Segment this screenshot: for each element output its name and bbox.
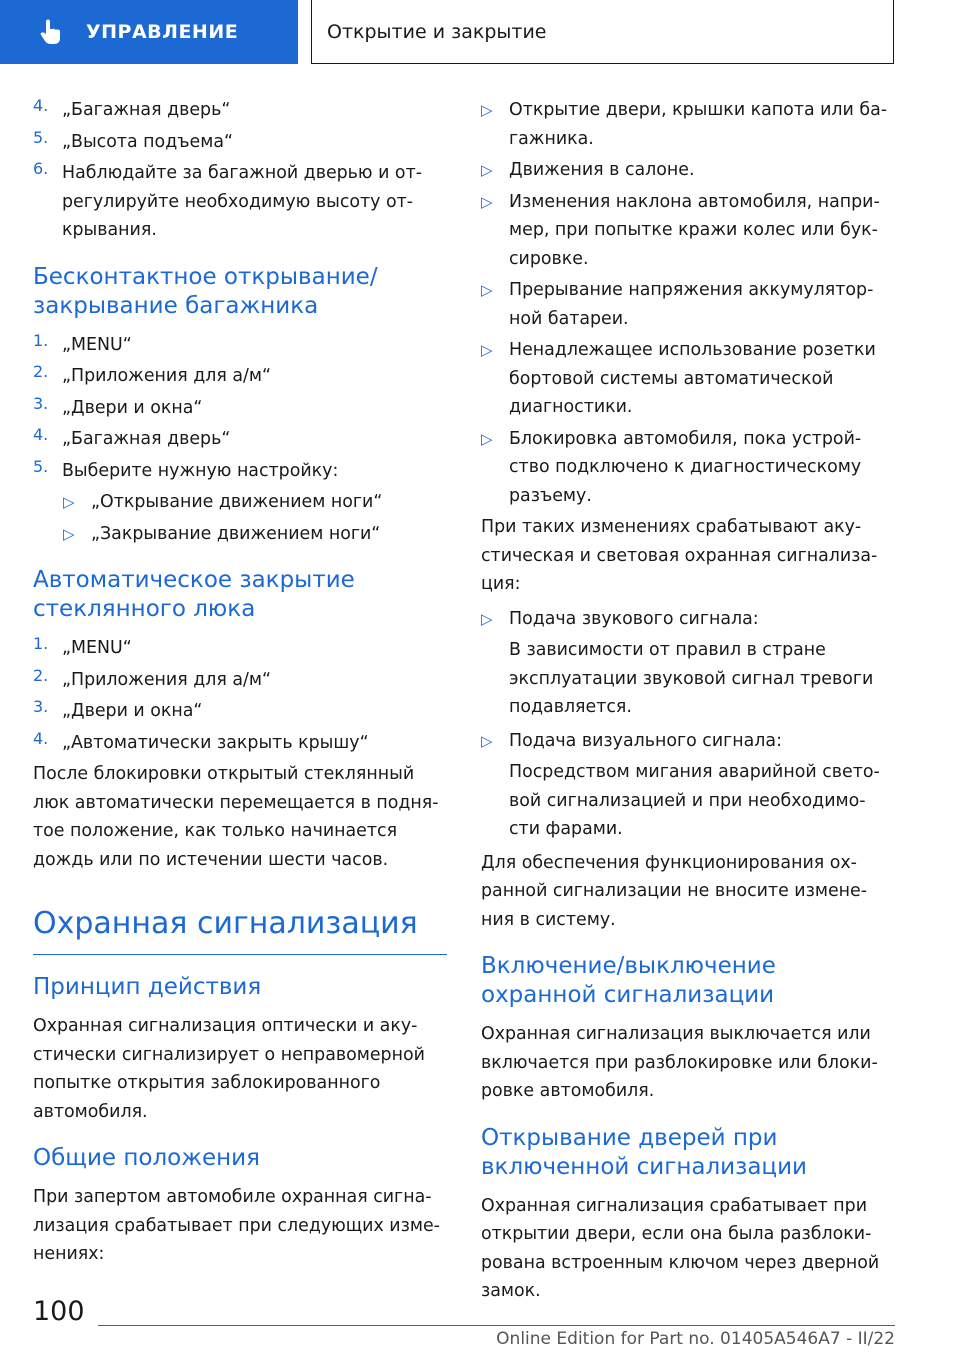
- heading-contactless: Бесконтактное открывание/закрывание багажника: [33, 263, 378, 319]
- paragraph-ensure: Для обеспечения функционирования ох-ранной сигнализации не вносите измене-ния в систему.: [481, 852, 868, 930]
- bullet-item: ▷ Изменения наклона автомобиля, напри-мер, при попытке кражи колес или бук-сировке.: [481, 188, 896, 274]
- heading-doors: Открывание дверей при включенной сигнализации: [481, 1124, 807, 1180]
- header-chapter-title: Открытие и закрытие: [327, 20, 547, 43]
- bullet-item: ▷ Прерывание напряжения аккумулятор-ной батареи.: [481, 276, 896, 333]
- paragraph-sound-detail: В зависимости от правил в стране эксплуатации звуковой сигнал тревоги подавляется.: [509, 640, 874, 717]
- heading-alarm: Охранная сигнализация: [33, 904, 447, 955]
- heading-auto-close: Автоматическое закрытие стеклянного люка: [33, 567, 355, 622]
- triangle-right-icon: ▷: [481, 429, 493, 448]
- header-chapter-box: [311, 0, 894, 64]
- list-item: 2. „Приложения для а/м“: [33, 665, 271, 690]
- bullet-item: ▷ Подача визуального сигнала:: [481, 727, 896, 756]
- header-section-title: УПРАВЛЕНИЕ: [86, 21, 239, 43]
- bullet-item: ▷ Открытие двери, крышки капота или ба-гажника.: [481, 96, 896, 153]
- paragraph-visual-detail: Посредством мигания аварийной свето-вой сигнализацией и при необходимо-сти фарами.: [509, 762, 880, 839]
- list-item: 4. „Автоматически закрыть крышу“: [33, 728, 369, 753]
- triangle-right-icon: ▷: [481, 341, 493, 359]
- triangle-right-icon: ▷: [481, 161, 493, 179]
- list-item: 6. Наблюдайте за багажной дверью и от-регулируйте необходимую высоту от-крывания.: [33, 159, 422, 240]
- paragraph-auto-close: После блокировки открытый стеклянный люк автоматически перемещается в подня-тое положение, как только начинается дождь или по истечении шести часов.: [33, 764, 439, 870]
- triangle-right-icon: ▷: [481, 192, 493, 211]
- bullet-item: ▷ Ненадлежащее использование розетки бортовой системы автоматической диагностики.: [481, 336, 896, 422]
- bullet-item: ▷ Подача звукового сигнала:: [481, 605, 896, 634]
- list-item: 1. „MENU“: [33, 634, 132, 658]
- footer-edition: Online Edition for Part no. 01405A546A7 - II/22: [496, 1329, 895, 1349]
- triangle-right-icon: ▷: [63, 524, 75, 543]
- header-section-tab: [0, 0, 298, 64]
- list-item: 4. „Багажная дверь“: [33, 96, 231, 120]
- page-number: 100: [33, 1296, 85, 1327]
- list-item: 1. „MENU“: [33, 330, 132, 355]
- paragraph-changes: При таких изменениях срабатывают аку-стическая и световая охранная сигнализа-ция:: [481, 517, 878, 594]
- hand-pointer-icon: [36, 17, 66, 47]
- list-item: 4. „Багажная дверь“: [33, 425, 231, 449]
- left-column: [33, 96, 447, 1275]
- paragraph-doors: Охранная сигнализация срабатывает при открытии двери, если она была разблоки-рована встроенным ключом через дверной замок.: [481, 1195, 880, 1301]
- list-item: 3. „Двери и окна“: [33, 697, 203, 721]
- bullet-item: ▷ Движения в салоне.: [481, 156, 896, 185]
- triangle-right-icon: ▷: [481, 281, 493, 299]
- bullet-item: ▷ Блокировка автомобиля, пока устрой-ство подключено к диагностическому разъему.: [481, 425, 896, 511]
- list-item: 3. „Двери и окна“: [33, 393, 203, 418]
- heading-on-off: Включение/выключение охранной сигнализации: [481, 953, 776, 1008]
- heading-principle: Принцип действия: [33, 974, 262, 1000]
- heading-general: Общие положения: [33, 1145, 260, 1171]
- bullet-item: ▷ „Открывание движением ноги“: [63, 488, 447, 517]
- bullet-item: ▷ „Закрывание движением ноги“: [63, 520, 447, 549]
- paragraph-principle: Охранная сигнализация оптически и аку-стически сигнализирует о неправомерной попытке открытия заблокированного автомобиля.: [33, 1016, 425, 1122]
- list-item: 2. „Приложения для а/м“: [33, 362, 271, 386]
- footer-divider: [98, 1325, 895, 1326]
- triangle-right-icon: ▷: [63, 493, 75, 511]
- list-item: 5. „Высота подъема“: [33, 127, 233, 152]
- triangle-right-icon: ▷: [481, 609, 493, 628]
- right-column: [481, 96, 896, 1312]
- paragraph-on-off: Охранная сигнализация выключается или включается при разблокировке или блоки-ровке автомобиля.: [481, 1024, 878, 1101]
- paragraph-general: При запертом автомобиле охранная сигна-лизация срабатывает при следующих изме-нениях:: [33, 1187, 440, 1264]
- list-item: 5. Выберите нужную настройку:: [33, 456, 339, 481]
- triangle-right-icon: ▷: [481, 101, 493, 119]
- triangle-right-icon: ▷: [481, 731, 493, 750]
